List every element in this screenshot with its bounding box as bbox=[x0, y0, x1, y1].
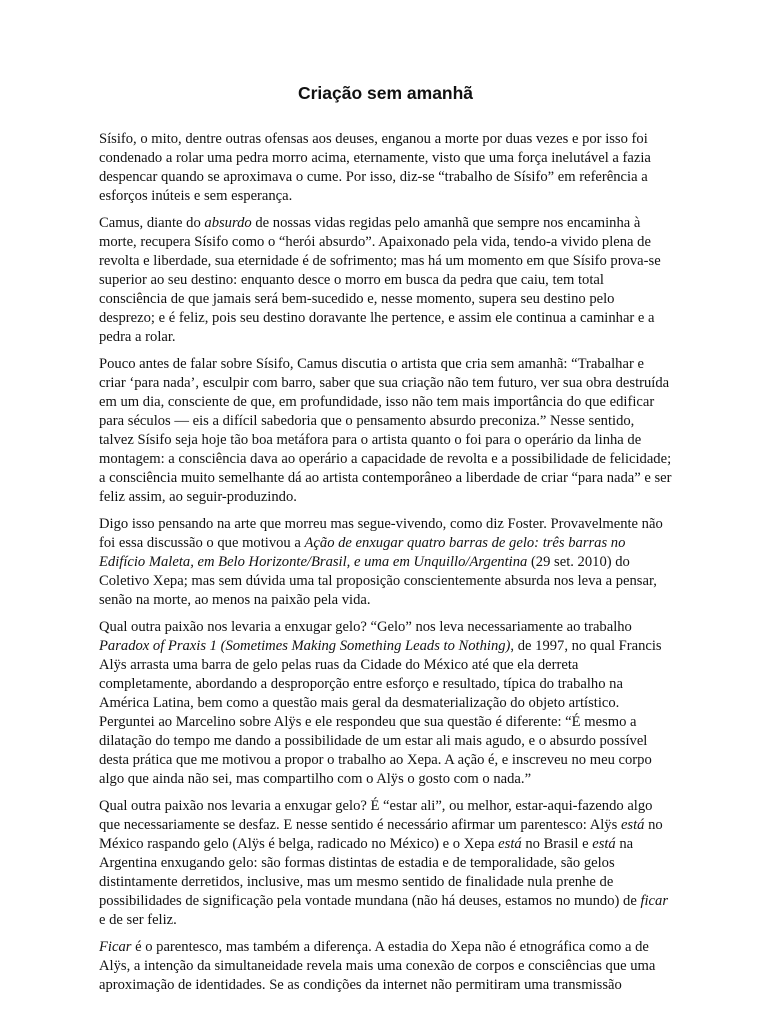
emphasis-esta: está bbox=[592, 836, 616, 852]
text-run: é o parentesco, mas também a diferença. A estadia do Xepa não é etnográfica como a de Alÿs, a intenção da simultaneidade revela mais uma conexão de corpos e consciências que uma aproximação de identidades. Se as condições da internet não permitiram uma transmissão bbox=[99, 939, 656, 993]
text-run: Digo isso pensando na arte que morreu mas segue-vivendo, como diz Foster. Provavelmente não foi essa discussão o que motivou a bbox=[99, 516, 663, 551]
text-run: no México raspando gelo (Alÿs é belga, radicado no México) e o Xepa bbox=[99, 817, 663, 852]
emphasis-absurdo: absurdo bbox=[204, 215, 252, 231]
text-run: Qual outra paixão nos levaria a enxugar gelo? É “estar ali”, ou melhor, estar-aqui-fazendo algo que necessariamente se desfaz. E nesse sentido é necessário afirmar um parentesco: Alÿs bbox=[99, 798, 653, 833]
work-title-alys: Paradox of Praxis 1 (Sometimes Making Something Leads to Nothing) bbox=[99, 638, 511, 654]
text-run: Qual outra paixão nos levaria a enxugar gelo? “Gelo” nos leva necessariamente ao trabalho bbox=[99, 619, 632, 635]
text-run: , de 1997, no qual Francis Alÿs arrasta uma barra de gelo pelas ruas da Cidade do México até que ela derreta completamente, abordando a desproporção entre esforço e resultado, típica do trabalho na América Latina, bem como a questão mais geral da desmaterialização do objeto artístico. Perguntei ao Marcelino sobre Alÿs e ele respondeu que sua questão é diferente: “É mesmo a dilatação do tempo me dando a possibilidade de um estar ali mais agudo, e o absurdo possível desta prática que me motivou a propor o trabalho ao Xepa. A ação é, e inscreveu no meu corpo algo que ainda não sei, mas compartilho com o Alÿs o gosto com o nada.” bbox=[99, 638, 662, 787]
text-run: na Argentina enxugando gelo: são formas distintas de estadia e de temporalidade, são gelos distintamente derretidos, inclusive, mas um mesmo sentido de finalidade nula prenhe de possibilidades de significação pela vontade mundana (não há deuses, estamos no mundo) de bbox=[99, 836, 641, 909]
paragraph-5 bbox=[99, 618, 672, 789]
paragraph-4 bbox=[99, 515, 672, 610]
paragraph-7 bbox=[99, 938, 672, 995]
paragraph-3: Pouco antes de falar sobre Sísifo, Camus discutia o artista que cria sem amanhã: “Trabalhar e criar ‘para nada’, esculpir com barro, saber que sua criação não tem futuro, ver sua obra destruída em um dia, consciente de que, em profundidade, isso não tem mais importância do que edificar para séculos — eis a difícil sabedoria que o pensamento absurdo preconiza.” Nesse sentido, talvez Sísifo seja hoje tão boa metáfora para o artista quanto o foi para o operário da linha de montagem: a consciência dava ao operário a capacidade de revolta e a possibilidade de felicidade; a consciência muito semelhante dá ao artista contemporâneo a liberdade de criar “para nada” e ser feliz assim, ao seguir-produzindo. bbox=[99, 356, 672, 505]
document-body bbox=[99, 130, 672, 995]
text-run: de nossas vidas regidas pelo amanhã que sempre nos encaminha à morte, recupera Sísifo como o “herói absurdo”. Apaixonado pela vida, tendo-a vivido plena de revolta e liberdade, sua eternidade é de sofrimento; mas há um momento em que Sísifo prova-se superior ao seu destino: enquanto desce o morro em busca da pedra que caiu, tem total consciência de que jamais será bem-sucedido e, nesse momento, supera seu destino pelo desprezo; e é feliz, pois seu destino doravante lhe pertence, e assim ele continua a caminhar e a pedra a rolar. bbox=[99, 215, 661, 345]
text-run: (29 set. 2010) do Coletivo Xepa; mas sem dúvida uma tal proposição conscientemente absurda nos leva a pensar, senão na morte, ao menos na paixão pela vida. bbox=[99, 554, 657, 608]
text-run: no Brasil e bbox=[521, 836, 593, 852]
paragraph-2 bbox=[99, 214, 672, 347]
emphasis-ficar: Ficar bbox=[99, 939, 132, 955]
paragraph-6 bbox=[99, 797, 672, 930]
emphasis-ficar: ficar bbox=[640, 893, 669, 909]
text-run: Camus, diante do bbox=[99, 215, 205, 231]
page-title: Criação sem amanhã bbox=[297, 83, 474, 103]
emphasis-esta: está bbox=[498, 836, 522, 852]
emphasis-esta: está bbox=[620, 817, 645, 833]
paragraph-1: Sísifo, o mito, dentre outras ofensas aos deuses, enganou a morte por duas vezes e por isso foi condenado a rolar uma pedra morro acima, eternamente, visto que uma força inelutável a fazia despencar quando se aproximava o cume. Por isso, diz-se “trabalho de Sísifo” em referência a esforços inúteis e sem esperança. bbox=[99, 131, 651, 204]
work-title-xepa: Ação de enxugar quatro barras de gelo: três barras no Edifício Maleta, em Belo Horizonte/Brasil, e uma em Unquillo/Argentina bbox=[99, 535, 626, 570]
text-run: e de ser feliz. bbox=[99, 912, 177, 928]
